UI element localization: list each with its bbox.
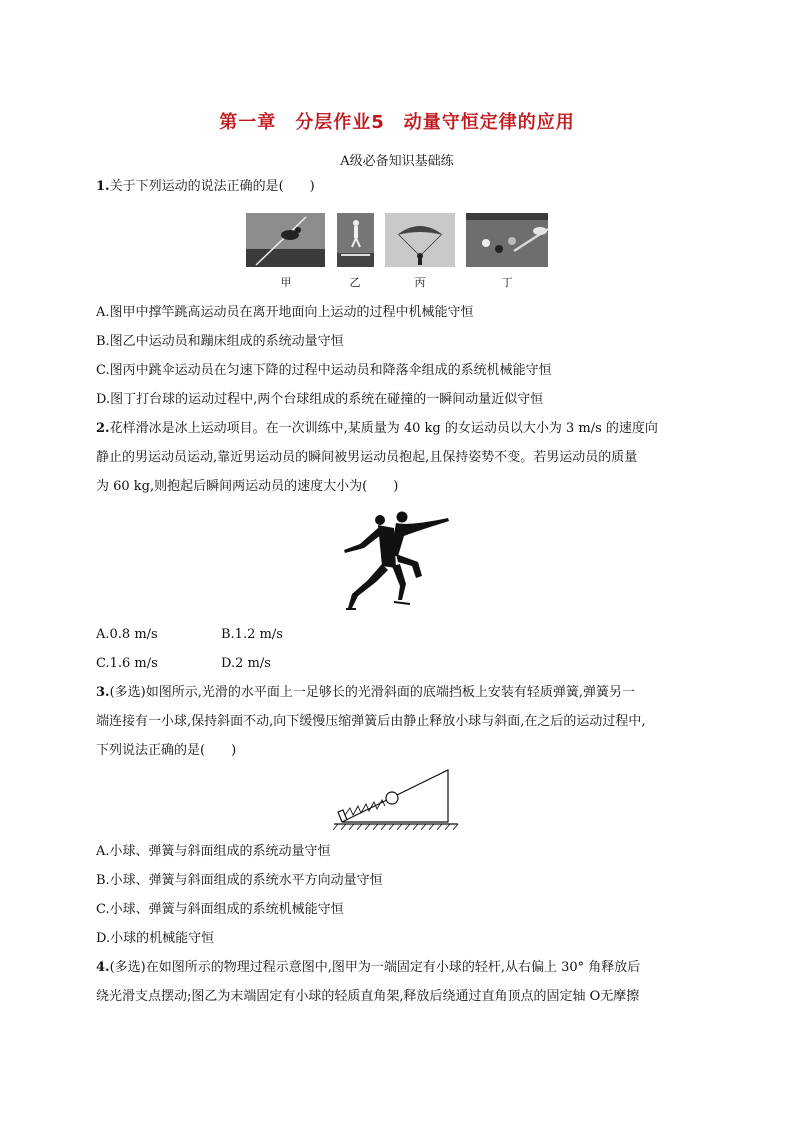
figure-skaters (338, 508, 456, 616)
q4-line-2: 绕光滑支点摆动;图乙为末端固定有小球的轻质直角架,释放后绕通过直角顶点的固定轴 O无摩擦 (96, 989, 640, 1004)
q3-line-1 (96, 686, 635, 699)
q1-option-d: D.图丁打台球的运动过程中,两个台球组成的系统在碰撞的一瞬间动量近似守恒 (96, 392, 544, 407)
q3-line-3: 下列说法正确的是( ) (96, 743, 237, 758)
photo-pole-vault (246, 213, 325, 267)
q1-stem-text: 关于下列运动的说法正确的是( ) (109, 179, 315, 194)
q2-text-1: 花样滑冰是冰上运动项目。在一次训练中,某质量为 40 kg 的女运动员以大小为 3 m/s 的速度向 (109, 421, 658, 436)
q4-line-1 (96, 961, 640, 974)
q2-option-b: B.1.2 m/s (221, 627, 283, 642)
q3-option-c: C.小球、弹簧与斜面组成的系统机械能守恒 (96, 902, 344, 917)
q1-number: 1. (96, 179, 110, 194)
caption-ding: 丁 (501, 276, 513, 289)
q2-line-1 (96, 422, 658, 435)
q3-text-1: (多选)如图所示,光滑的水平面上一足够长的光滑斜面的底端挡板上安装有轻质弹簧,弹簧另一 (109, 685, 635, 700)
q1-stem (96, 180, 315, 193)
q1-option-c: C.图丙中跳伞运动员在匀速下降的过程中运动员和降落伞组成的系统机械能守恒 (96, 363, 552, 378)
q3-option-d: D.小球的机械能守恒 (96, 931, 215, 946)
figure-incline-spring (330, 764, 462, 836)
caption-jia: 甲 (280, 276, 292, 289)
q4-text-1: (多选)在如图所示的物理过程示意图中,图甲为一端固定有小球的轻杆,从右偏上 30° 角释放后 (109, 960, 641, 975)
q2-line-2: 静止的男运动员运动,靠近男运动员的瞬间被男运动员抱起,且保持姿势不变。若男运动员的质量 (96, 450, 638, 465)
caption-bing: 丙 (414, 276, 426, 289)
photo-billiards (466, 213, 548, 267)
q2-option-d: D.2 m/s (221, 656, 271, 671)
q2-line-3: 为 60 kg,则抱起后瞬间两运动员的速度大小为( ) (96, 479, 399, 494)
q2-number: 2. (96, 421, 110, 436)
page-title: 第一章 分层作业5 动量守恒定律的应用 (219, 112, 575, 133)
q3-option-b: B.小球、弹簧与斜面组成的系统水平方向动量守恒 (96, 873, 383, 888)
photo-trampoline (337, 213, 374, 267)
caption-yi: 乙 (349, 276, 361, 289)
q1-option-b: B.图乙中运动员和蹦床组成的系统动量守恒 (96, 334, 344, 349)
q3-number: 3. (96, 685, 110, 700)
level-heading: A级必备知识基础练 (340, 154, 454, 169)
q3-line-2: 端连接有一小球,保持斜面不动,向下缓慢压缩弹簧后由静止释放小球与斜面,在之后的运动过程中, (96, 714, 646, 729)
q1-option-a: A.图甲中撑竿跳高运动员在离开地面向上运动的过程中机械能守恒 (96, 305, 474, 320)
q2-option-c: C.1.6 m/s (96, 656, 158, 671)
photo-parachute (385, 213, 455, 267)
q3-option-a: A.小球、弹簧与斜面组成的系统动量守恒 (96, 844, 331, 859)
q4-number: 4. (96, 960, 110, 975)
q2-option-a: A.0.8 m/s (96, 627, 158, 642)
